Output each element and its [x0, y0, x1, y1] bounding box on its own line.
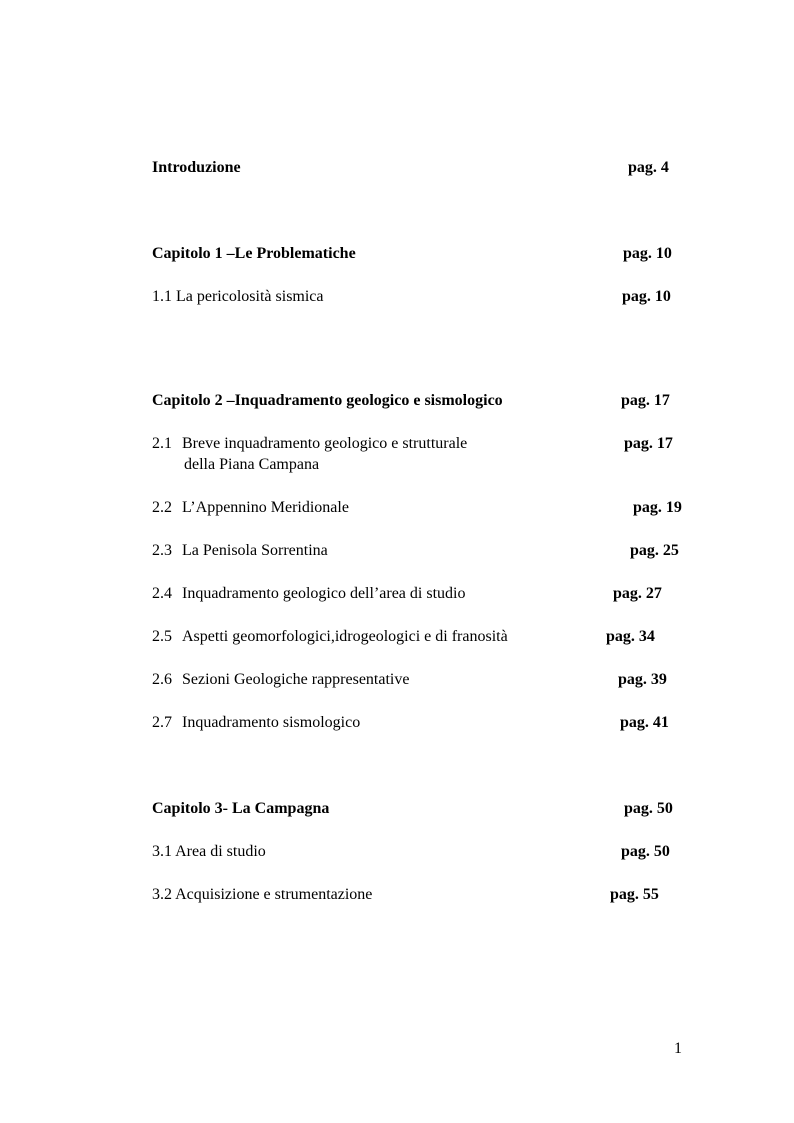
toc-entry-2-7	[152, 713, 360, 732]
toc-entry-capitolo-3	[152, 799, 329, 818]
toc-entry-introduzione	[152, 158, 241, 177]
toc-title: Sezioni Geologiche rappresentative	[182, 671, 410, 688]
toc-entry-capitolo-2	[152, 391, 503, 410]
toc-entry-capitolo-1	[152, 244, 356, 263]
toc-entry-1-1	[152, 287, 324, 306]
toc-title: La Penisola Sorrentina	[182, 542, 328, 559]
toc-page-introduzione: pag. 4	[628, 159, 669, 176]
toc-title: 3.2 Acquisizione e strumentazione	[152, 886, 373, 903]
toc-entry-2-1	[152, 434, 467, 453]
toc-number: 2.1	[152, 435, 172, 452]
toc-page-1-1: pag. 10	[622, 288, 671, 305]
toc-title: Capitolo 2 –Inquadramento geologico e sismologico	[152, 392, 503, 409]
toc-entry-2-5	[152, 627, 508, 646]
page-number: 1	[674, 1040, 682, 1057]
toc-page-2-5: pag. 34	[606, 628, 655, 645]
toc-title: Aspetti geomorfologici,idrogeologici e di franosità	[182, 628, 508, 645]
toc-page-2-2: pag. 19	[633, 499, 682, 516]
toc-page-capitolo-3: pag. 50	[624, 800, 673, 817]
toc-page-2-4: pag. 27	[613, 585, 662, 602]
toc-page-capitolo-1: pag. 10	[623, 245, 672, 262]
toc-title: 1.1 La pericolosità sismica	[152, 288, 324, 305]
toc-page-2-3: pag. 25	[630, 542, 679, 559]
toc-page-3-2: pag. 55	[610, 886, 659, 903]
toc-number: 2.4	[152, 585, 172, 602]
toc-title: Capitolo 1 –Le Problematiche	[152, 245, 356, 262]
toc-number: 2.2	[152, 499, 172, 516]
toc-page-3-1: pag. 50	[621, 843, 670, 860]
toc-number: 2.6	[152, 671, 172, 688]
toc-title: Inquadramento sismologico	[182, 714, 361, 731]
toc-title: L’Appennino Meridionale	[182, 499, 349, 516]
toc-entry-2-4	[152, 584, 465, 603]
toc-number: 2.7	[152, 714, 172, 731]
toc-page-capitolo-2: pag. 17	[621, 392, 670, 409]
toc-title: Breve inquadramento geologico e strutturale	[182, 435, 468, 452]
toc-entry-2-6	[152, 670, 409, 689]
toc-page-2-1: pag. 17	[624, 435, 673, 452]
toc-title: Inquadramento geologico dell’area di studio	[182, 585, 466, 602]
toc-entry-2-1-continuation: della Piana Campana	[184, 456, 320, 473]
toc-entry-3-2	[152, 885, 372, 904]
toc-number: 2.5	[152, 628, 172, 645]
toc-entry-2-3	[152, 541, 328, 560]
toc-number: 2.3	[152, 542, 172, 559]
toc-page-2-6: pag. 39	[618, 671, 667, 688]
toc-page-2-7: pag. 41	[620, 714, 669, 731]
toc-title: Introduzione	[152, 159, 241, 176]
toc-entry-2-2	[152, 498, 349, 517]
toc-title: Capitolo 3- La Campagna	[152, 800, 330, 817]
toc-entry-3-1	[152, 842, 266, 861]
toc-title: 3.1 Area di studio	[152, 843, 266, 860]
